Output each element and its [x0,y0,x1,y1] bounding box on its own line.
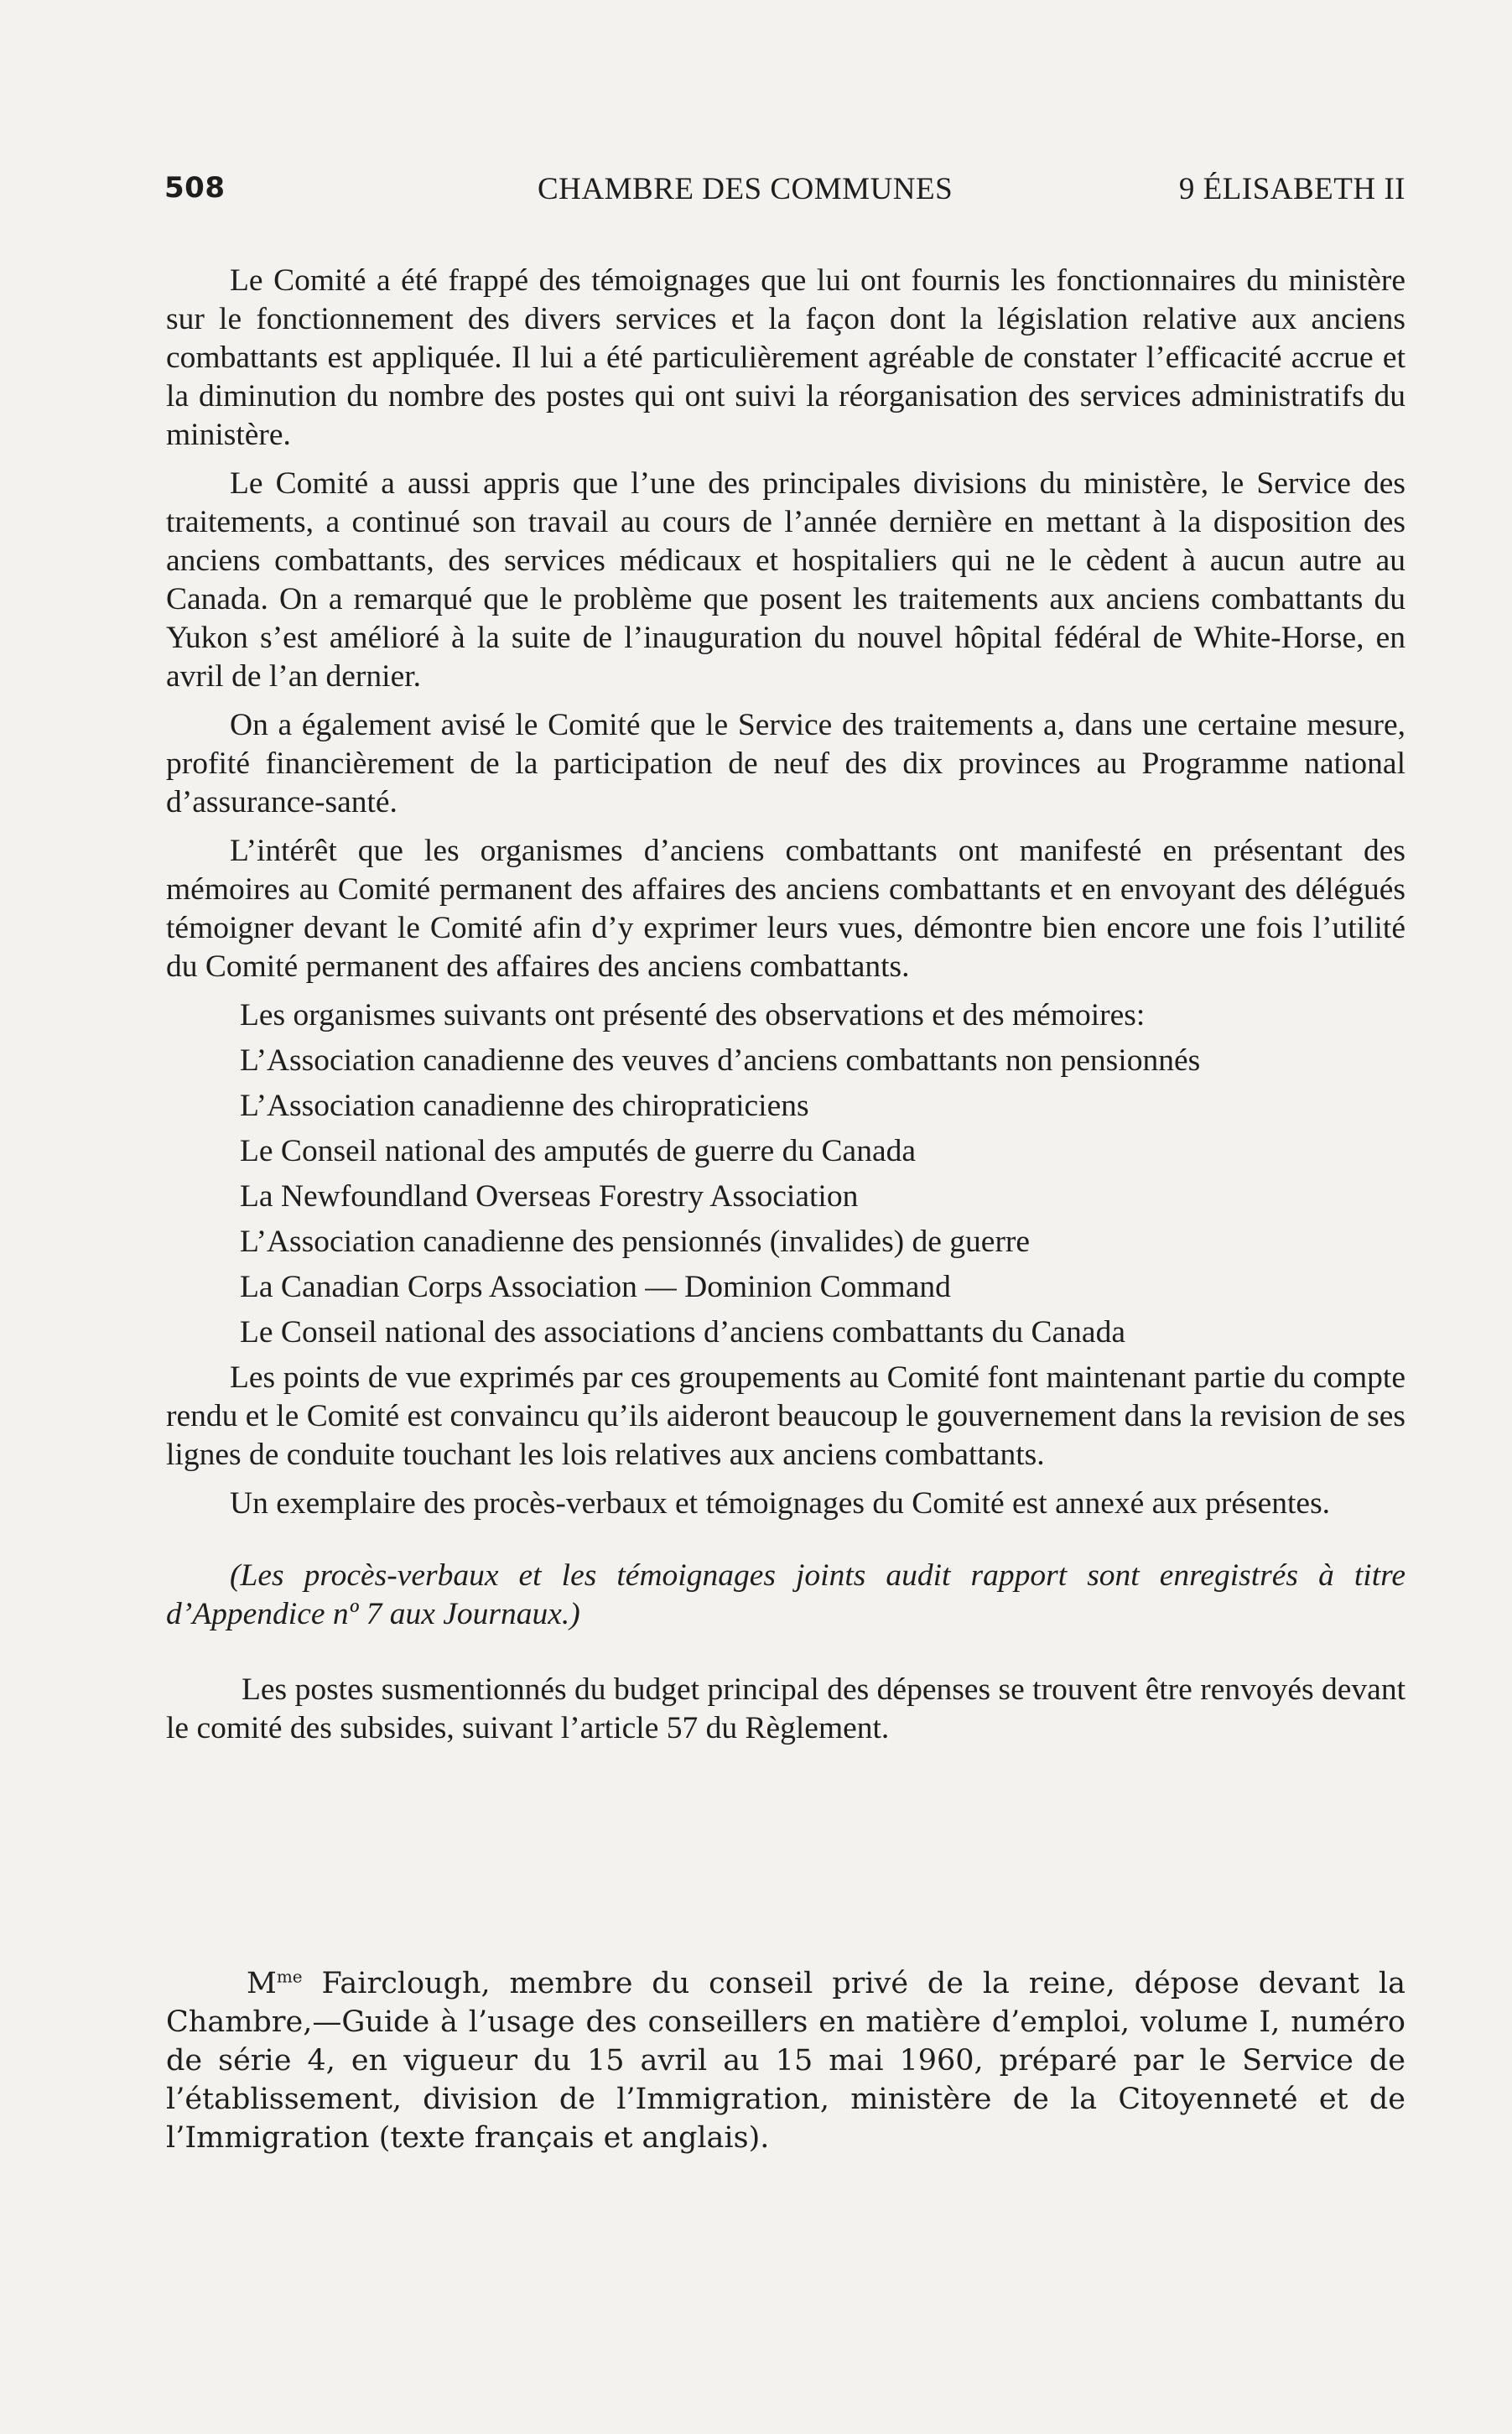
paragraph: L’intérêt que les organismes d’anciens combattants ont manifesté en présentant des mémoires au Comité permanent des affaires des anciens combattants et en envoyant des délégués témoigner devant le Comité afin d’y exprimer leurs vues, démontre bien encore une fois l’utilité du Comité permanent des affaires des anciens combattants. [166,834,1405,984]
list-item: L’Association canadienne des pensionnés (invalides) de guerre [240,1225,1031,1259]
list-item: La Newfoundland Overseas Forestry Association [240,1179,859,1214]
appendix-note: (Les procès-verbaux et les témoignages joints audit rapport sont enregistrés à titre d’Appendice nº 7 aux Journaux.) [166,1558,1405,1631]
paragraph: Un exemplaire des procès-verbaux et témoignages du Comité est annexé aux présentes. [230,1486,1331,1521]
paragraph: Le Comité a été frappé des témoignages que lui ont fournis les fonctionnaires du ministère sur le fonctionnement des divers services et la façon dont la législation relative aux anciens combattants est appliquée. Il lui a été particulièrement agréable de constater l’efficacité accrue et la diminution du nombre des postes qui ont suivi la réorganisation des services administratifs du ministère. [166,263,1405,452]
paragraph: On a également avisé le Comité que le Service des traitements a, dans une certaine mesure, profité financièrement de la participation de neuf des dix provinces au Programme national d’assurance-santé. [166,708,1405,819]
tabling-section [166,1964,1405,2157]
organisations-intro: Les organismes suivants ont présenté des observations et des mémoires: [240,998,1146,1032]
organisations-list [166,1042,1405,1352]
page-header [164,171,1405,213]
list-item: L’Association canadienne des chiropraticiens [240,1089,809,1123]
list-item: La Canadian Corps Association — Dominion Command [240,1270,951,1304]
tabling-text: Fairclough, membre du conseil privé de la reine, dépose devant la Chambre,—Guide à l’usage des conseillers en matière d’emploi, volume I, numéro de série 4, en vigueur du 15 avril au 15 mai 1960, préparé par le Service de l’établissement, division de l’Immigration, ministère de la Citoyenneté et de l’Immigration (texte français et anglais). [166,1967,1405,2155]
running-title: CHAMBRE DES COMMUNES [538,172,953,206]
title-sup: me [276,1966,303,1987]
list-item: Le Conseil national des associations d’anciens combattants du Canada [240,1315,1125,1350]
document-body [166,262,1405,1748]
list-item: Le Conseil national des amputés de guerre du Canada [240,1134,916,1168]
paragraph: Le Comité a aussi appris que l’une des principales divisions du ministère, le Service des traitements, a continué son travail au cours de l’année dernière en mettant à la disposition des anciens combattants, des services médicaux et hospitaliers qui ne le cèdent à aucun autre au Canada. On a remarqué que le problème que posent les traitements aux anciens combattants du Yukon s’est amélioré à la suite de l’inauguration du nouvel hôpital fédéral de White-Horse, en avril de l’an dernier. [166,466,1405,694]
paragraph: Les points de vue exprimés par ces groupements au Comité font maintenant partie du compte rendu et le Comité est convaincu qu’ils aideront beaucoup le gouvernement dans la revision de ses lignes de conduite touchant les lois relatives aux anciens combattants. [166,1360,1405,1472]
referral-paragraph: Les postes susmentionnés du budget principal des dépenses se trouvent être renvoyés devant le comité des subsides, suivant l’article 57 du Règlement. [166,1672,1405,1745]
title-abbr: M [247,1967,277,2000]
regnal-year: 9 ÉLISABETH II [1178,172,1405,206]
list-item: L’Association canadienne des veuves d’anciens combattants non pensionnés [240,1043,1201,1078]
page-number: 508 [164,171,226,205]
tabling-paragraph [166,1964,1405,2157]
